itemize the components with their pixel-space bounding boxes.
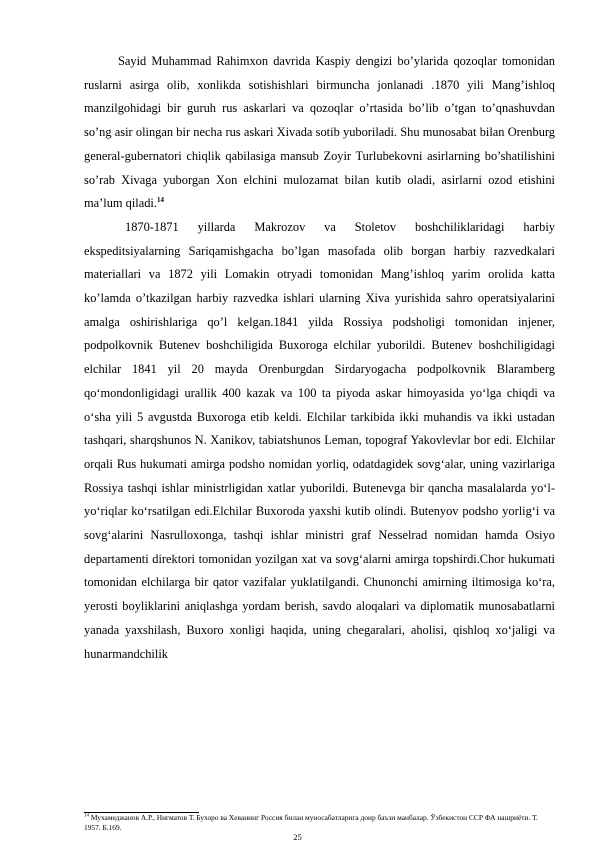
page-number: 25 [293,832,302,842]
body-paragraph-2: 1870-1871 yillarda Makrozov va Stoletov boshchiliklaridagi harbiy ekspeditsiyalarning Sariqamishgacha bo’lgan masofada olib borgan harbiy razvedkalari materiallari va 1872 yili Lomakin otryadi tomonidan Mang’ishloq yarim orolida katta ko’lamda o’tkazilgan harbiy razvedka ishlari ularning Xiva yurishida sahro operatsiyalarini amalga oshirishlariga qo’l kelgan.1841 yilda Rossiya podsholigi tomonidan injener, podpolkovnik Butenev boshchiligida Buxoroga elchilar yuborildi. Butenev boshchiligidagi elchilar 1841 yil 20 mayda Orenburgdan Sirdaryogacha podpolkovnik Blaramberg qo‘mondonligidagi urallik 400 kazak va 100 ta piyoda askar himoyasida yo‘lga chiqdi va o‘sha yili 5 avgustda Buxoroga etib keldi. Elchilar tarkibida ikki muhandis va ikki ustadan tashqari, sharqshunos N. Xanikov, tabiatshunos Leman, topograf Yakovlevlar bor edi. Elchilar orqali Rus hukumati amirga podsho nomidan yorliq, odatdagidek sovg‘alar, uning vazirlariga Rossiya tashqi ishlar ministrligidan xatlar yuborildi. Butenevga bir qancha masalalarda yo‘l-yo‘riqlar ko‘rsatilgan edi.Elchilar Buxoroda yaxshi kutib olindi. Butenyov podsho yorlig‘i va sovg‘alarini Nasrulloxonga, tashqi ishlar ministri graf Nesselrad nomidan hamda Osiyo departamenti direktori tomonidan yozilgan xat va sovg‘alarni amirga topshirdi.Chor hukumati tomonidan elchilarga bir qator vazifalar yuklatilgandi. Chunonchi amirning iltimosiga ko‘ra, yerosti boyliklarini aniqlashga yordam berish, savdo aloqalari va diplomatik munosabatlarni yanada yaxshilash, Buxoro xonligi haqida, uning chegaralari, aholisi, qishloq xo‘jaligi va hunarmandchilik [84,219,555,661]
footnote-reference: 14 [156,196,164,205]
footnote-text: Мухамеджанов А.Р., Нигматов Т. Бухоро ва Хеванинг Россия билан муносабатларига доир баъзи манбалар. Ўзбекистон ССР ФА нашриёти. Т. 1957. Б.169. [84,813,538,832]
body-paragraph-1 [84,50,555,216]
document-page [84,50,555,666]
paragraph-1-text: Sayid Muhammad Rahimxon davrida Kaspiy dengizi bo’ylarida qozoqlar tomonidan ruslarni asirga olib, xonlikda sotishishlari birmuncha jonlanadi .1870 yili Mang’ishloq manzilgohidagi bir guruh rus askarlari va qozoqlar o’rtasida bo’lib o’tgan to’qnashuvdan so’ng asir olingan bir necha rus askari Xivada sotib yuboriladi. Shu munosabat bilan Orenburg general-gubernatori chiqlik qabilasiga mansub Zoyir Turlubekovni asirlarning bo’shatilishini so’rab Xivaga yuborgan Xon elchini mulozamat bilan kutib oladi, asirlarni ozod etishini ma’lum qiladi. [84,54,555,211]
footnote [84,813,555,832]
footnote-number: 14 [84,813,89,819]
